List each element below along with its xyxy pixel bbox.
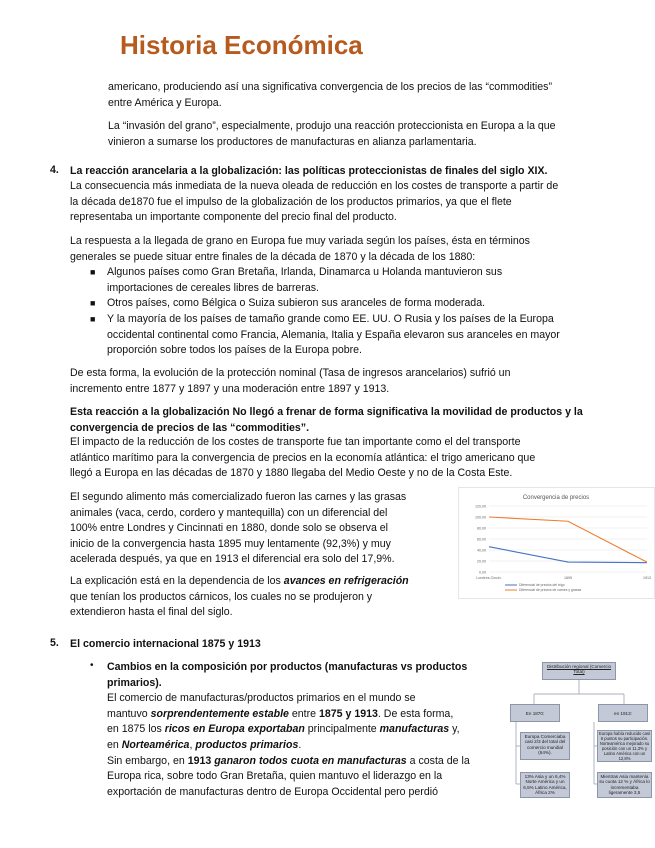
paragraph bbox=[70, 366, 650, 397]
list-item bbox=[107, 265, 647, 296]
line-chart bbox=[458, 487, 655, 599]
diagram-node-1913-b: Mientras Asia mantenía su cuota 12 % y África lo incrementaba ligeramente 3,5 bbox=[597, 772, 652, 798]
section-heading: El comercio internacional 1875 y 1913 bbox=[70, 638, 261, 650]
text-line: acelerada después, ya que en 1913 el diferencial era solo del 17,9%. bbox=[70, 553, 395, 566]
bullet-marker: • bbox=[90, 660, 94, 671]
emphasis: avances en refrigeración bbox=[283, 575, 409, 587]
text-line: que tenían los productos cárnicos, los cuales no se produjeron y bbox=[70, 590, 373, 603]
legend-label: Diferencial de precios del trigo bbox=[519, 583, 565, 587]
diagram-root-node: Distribución regional (Comercio Total) bbox=[542, 662, 616, 680]
text-line: La “invasión del grano”, especialmente, produjo una reacción proteccionista en Europa a la que bbox=[108, 120, 556, 132]
x-tick-label: 1913 bbox=[643, 576, 651, 580]
text-line bbox=[70, 574, 455, 590]
text-line: la década de1870 fue el impulso de la globalización de los productos primarios, ya que el flete bbox=[70, 195, 512, 208]
text-line: La consecuencia más inmediata de la nueva oleada de reducción en los costes de transporte a partir de bbox=[70, 180, 559, 192]
intro-paragraph-2 bbox=[108, 119, 648, 150]
text-line: El comercio de manufacturas/productos primarios en el mundo se bbox=[107, 692, 416, 705]
list-item bbox=[107, 660, 502, 800]
text-line: primarios). bbox=[107, 676, 162, 689]
text-line: americano, produciendo así una significativa convergencia de los precios de las “commodities” bbox=[108, 81, 552, 93]
text-line: generales se puede situar entre finales de la década de 1870 y la década de los 1880: bbox=[70, 250, 476, 263]
text-line: Europa rica, sobre todo Gran Bretaña, quien mantuvo el liderazgo en la bbox=[107, 770, 443, 783]
text-line: extendieron hasta el final del siglo. bbox=[70, 606, 233, 619]
org-diagram bbox=[506, 660, 652, 800]
text-line: Sin embargo, en 1913 ganaron todos cuota en manufacturas a costa de la bbox=[107, 754, 470, 767]
paragraph bbox=[70, 234, 650, 265]
diagram-node-1870-b: 13% Asia y un 6,4% Norte América y un 6,5% Latino América, África 2% bbox=[520, 772, 570, 798]
diagram-node-1913-a: Europa había reducido casi 6 puntos su participación. Norteamérica mejorado su posición con un 11,3% y Latino América con un 12,8% bbox=[597, 730, 652, 762]
legend-label: Diferencial de precios de carnes y grasas bbox=[519, 588, 582, 592]
paragraph bbox=[70, 490, 455, 568]
paragraph bbox=[70, 574, 455, 621]
bullet-marker: ■ bbox=[90, 298, 96, 308]
text-line: importaciones de cereales libres de barreras. bbox=[107, 281, 319, 294]
series-line bbox=[489, 547, 647, 563]
text-line: animales (vaca, cerdo, cordero y mantequilla) con un diferencial del bbox=[70, 506, 388, 519]
section-number: 4. bbox=[50, 164, 59, 176]
text-line: incremento entre 1877 y 1897 y una moderación entre 1897 y 1913. bbox=[70, 382, 390, 395]
page-title: Historia Económica bbox=[120, 30, 363, 60]
text-line: atlántico marítimo para la convergencia de precios en la economía atlántica: el trigo americano que bbox=[70, 451, 536, 464]
text-line: Y la mayoría de los países de tamaño grande como EE. UU. O Rusia y los países de la Europa bbox=[107, 313, 554, 325]
text-line: en Norteamérica, productos primarios. bbox=[107, 738, 302, 751]
text-line: en 1875 los ricos en Europa exportaban principalmente manufacturas y, bbox=[107, 723, 460, 736]
diagram-node-1913: en 1913: bbox=[598, 704, 648, 722]
list-item bbox=[107, 312, 652, 359]
section-heading: La reacción arancelaria a la globalización: las políticas proteccionistas de finales del siglo XIX. bbox=[70, 165, 548, 177]
text-line: occidental continental como Francia, Alemania, Italia y España elevaron sus aranceles en mayor bbox=[107, 328, 560, 341]
text-span: La explicación está en la dependencia de los bbox=[70, 575, 284, 587]
y-tick-label: 40,00 bbox=[477, 548, 486, 553]
paragraph bbox=[70, 435, 650, 482]
text-line: vinieron a sumarse los productores de manufacturas en alianza parlamentaria. bbox=[108, 135, 477, 148]
diagram-node-1870-a: Europa Comerciaba casi 2/3 del total del comercio mundial (64%). bbox=[520, 732, 570, 760]
bullet-marker: ■ bbox=[90, 267, 96, 277]
text-line: convergencia de precios de las “commodities”. bbox=[70, 421, 310, 434]
text-line: De esta forma, la evolución de la protección nominal (Tasa de ingresos arancelarios) sufrió un bbox=[70, 367, 511, 379]
text-line: entre América y Europa. bbox=[108, 96, 222, 109]
text-line: Algunos países como Gran Bretaña, Irlanda, Dinamarca u Holanda mantuvieron sus bbox=[107, 266, 503, 278]
series-line bbox=[489, 517, 647, 562]
text-line: representaba un importante componente del precio final del producto. bbox=[70, 211, 397, 224]
bold-paragraph bbox=[70, 405, 650, 436]
x-tick-label: 1895 bbox=[564, 576, 572, 580]
y-tick-label: 20,00 bbox=[477, 559, 486, 564]
text-line: La respuesta a la llegada de grano en Europa fue muy variada según los países, ésta en términos bbox=[70, 235, 530, 247]
bullet-marker: ■ bbox=[90, 314, 96, 324]
chart-svg bbox=[459, 488, 654, 598]
text-line: Cambios en la composición por productos (manufacturas vs productos bbox=[107, 661, 468, 673]
paragraph bbox=[70, 179, 650, 226]
text-line: 100% entre Londres y Cincinnati en 1880, donde solo se observa el bbox=[70, 522, 389, 535]
text-line: Otros países, como Bélgica o Suiza subieron sus aranceles de forma moderada. bbox=[107, 297, 486, 309]
list-item bbox=[107, 296, 647, 312]
text-line: proporción sobre todos los países de la Europa pobre. bbox=[107, 344, 363, 357]
y-tick-label: 0,00 bbox=[479, 570, 486, 575]
text-line: El impacto de la reducción de los costes de transporte fue tan importante como el del transporte bbox=[70, 436, 521, 448]
text-line: mantuvo sorprendentemente estable entre 1875 y 1913. De esta forma, bbox=[107, 707, 454, 720]
text-line: El segundo alimento más comercializado fueron las carnes y las grasas bbox=[70, 491, 407, 503]
y-tick-label: 60,00 bbox=[477, 537, 486, 542]
chart-title: Convergencia de precios bbox=[522, 495, 590, 501]
text-line: llegó a Europa en las décadas de 1870 y 1880 llegaba del Medio Oeste y no de la Costa Este. bbox=[70, 467, 513, 480]
y-tick-label: 80,00 bbox=[477, 526, 486, 531]
intro-paragraph-1 bbox=[108, 80, 648, 111]
diagram-node-1870: En 1870: bbox=[510, 704, 560, 722]
y-tick-label: 100,00 bbox=[475, 515, 486, 520]
y-tick-label: 120,00 bbox=[475, 504, 486, 509]
section-number: 5. bbox=[50, 637, 59, 649]
text-line: inicio de la convergencia hasta 1895 muy lentamente (92,3%) y muy bbox=[70, 537, 391, 550]
x-tick-label: Londres-Cincin. bbox=[476, 576, 502, 580]
text-line: exportación de manufacturas dentro de Europa Occidental pero perdió bbox=[107, 785, 438, 798]
text-line: Esta reacción a la globalización No llegó a frenar de forma significativa la movilidad de productos y la bbox=[70, 406, 583, 418]
